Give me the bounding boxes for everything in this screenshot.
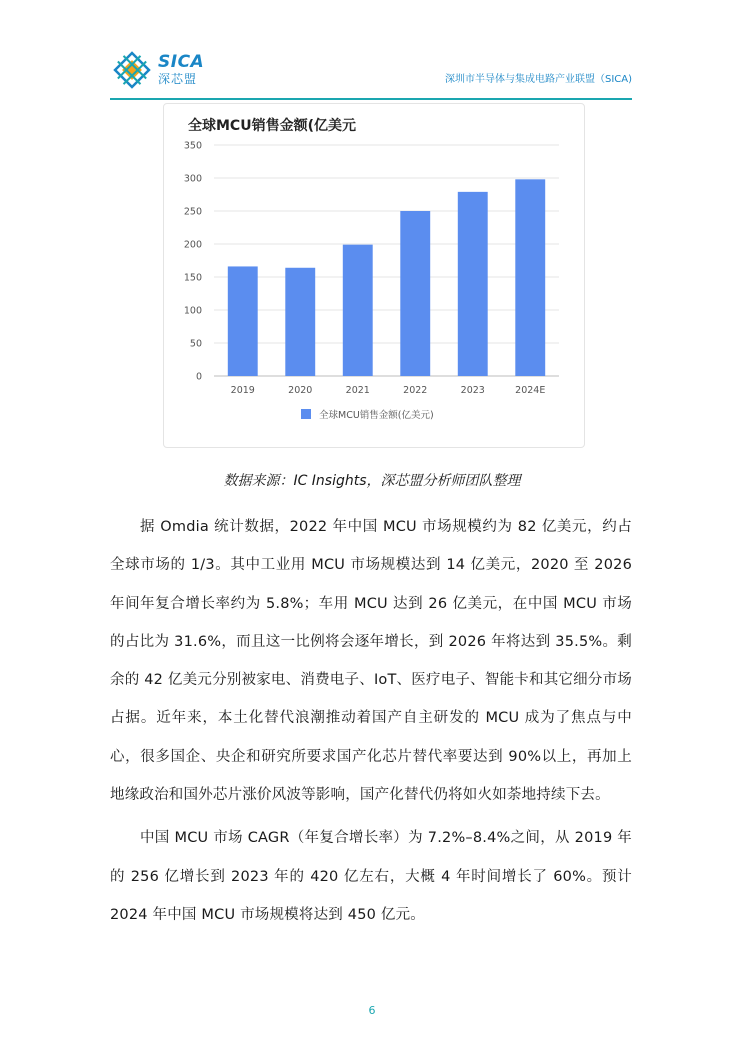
legend-swatch [301,409,311,419]
bar-2020 [285,268,315,376]
mcu-sales-chart [163,103,585,448]
organization-name: 深圳市半导体与集成电路产业联盟（SICA) [444,74,632,85]
y-tick-label: 200 [183,239,202,251]
y-tick-label: 150 [183,272,202,284]
x-axis-ticks [231,385,546,396]
x-tick-label: 2023 [460,385,485,396]
x-tick-label: 2021 [345,385,370,396]
chart-legend [301,409,434,421]
bar-2022 [400,211,430,376]
x-tick-label: 2022 [403,385,428,396]
logo-subtitle: 深芯盟 [158,72,198,86]
x-tick-label: 2019 [230,385,255,396]
paragraph-1: 据 Omdia 统计数据，2022 年中国 MCU 市场规模约为 82 亿美元，约占全球市场的 1/3。其中工业用 MCU 市场规模达到 14 亿美元，2020 至 2026 年间年复合增长率约为 5.8%；车用 MCU 达到 26 亿美元，在中国 MCU 市场的占比为 31.6%，而且这一比例将会逐年增长，到 2026 年将达到 35.5%。剩余的 42 亿美元分别被家电、消费电子、IoT、医疗电子、智能卡和其它细分市场占据。近年来，本土化替代浪潮推动着国产自主研发的 MCU 成为了焦点与中心，很多国企、央企和研究所要求国产化芯片替代率要达到 90%以上，再加上地缘政治和国外芯片涨价风波等影响，国产化替代仍将如火如荼地持续下去。 [110,519,632,804]
y-tick-label: 300 [183,173,202,185]
y-tick-label: 350 [183,140,202,152]
sica-logo [110,50,230,90]
legend-label: 全球MCU销售金额(亿美元) [319,410,434,421]
paragraph-2: 中国 MCU 市场 CAGR（年复合增长率）为 7.2%–8.4%之间，从 2019 年的 256 亿增长到 2023 年的 420 亿左右，大概 4 年时间增长了 60%。预计 2024 年中国 MCU 市场规模将达到 450 亿元。 [110,830,632,923]
bar-2023 [458,192,488,376]
header-divider [110,98,632,100]
y-tick-label: 0 [195,371,202,383]
chart-title: 全球MCU销售金额(亿美元 [188,118,356,134]
x-tick-label: 2020 [288,385,313,396]
y-axis-ticks [184,141,202,383]
logo-text: SICA [158,52,205,72]
y-tick-label: 250 [183,206,202,218]
bar-2021 [343,245,373,376]
page-header [0,0,744,100]
sica-logo-icon [110,50,154,90]
y-tick-label: 50 [189,338,202,350]
figure-caption: 数据来源：IC Insights，深芯盟分析师团队整理 [223,473,521,489]
bar-2019 [228,266,258,376]
bar-2024E [515,179,545,376]
x-tick-label: 2024E [515,385,546,396]
page-number: 6 [368,1004,376,1017]
body-text [110,508,632,934]
y-tick-label: 100 [183,305,202,317]
chart-svg [164,104,584,447]
chart-bars [228,179,545,376]
chart-grid [214,145,559,376]
